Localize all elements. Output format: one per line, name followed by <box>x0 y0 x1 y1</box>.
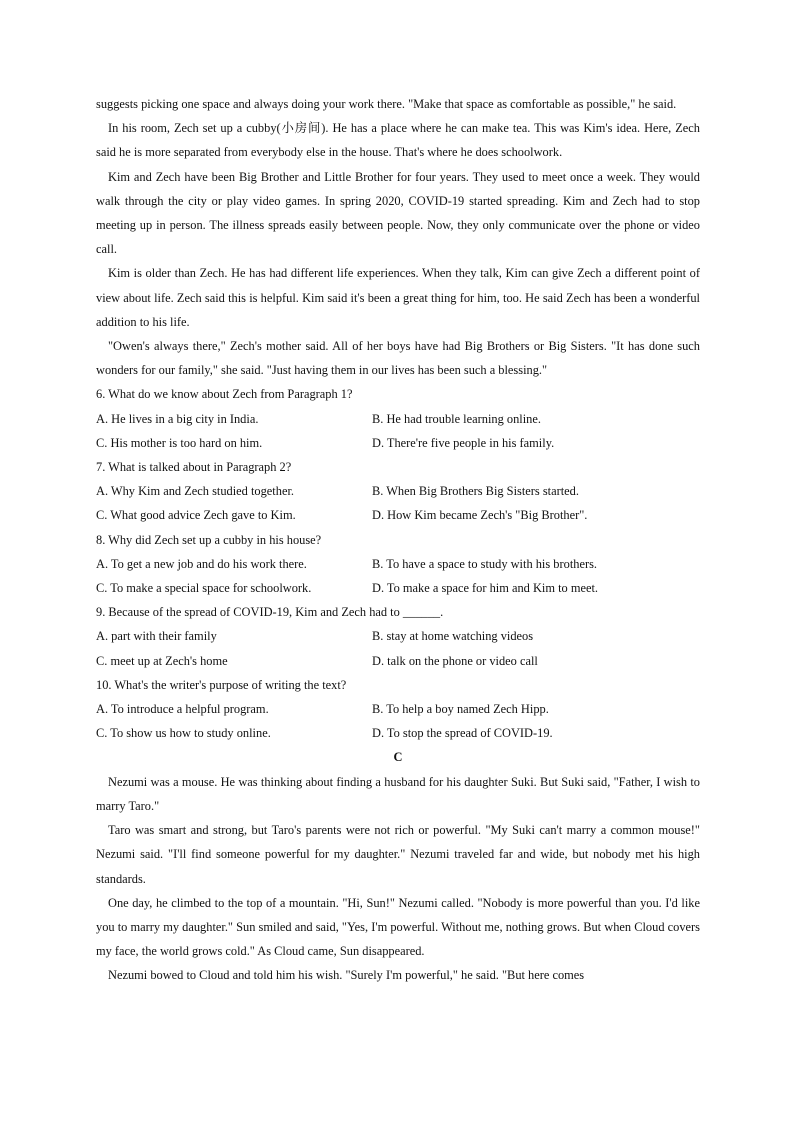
question-stem: 8. Why did Zech set up a cubby in his house? <box>96 532 322 547</box>
section-c-heading: C <box>393 750 403 765</box>
question-7 <box>96 455 700 528</box>
passage-c-paragraph: Nezumi was a mouse. He was thinking about finding a husband for his daughter Suki. But Suki said, "Father, I wish to marry Taro." <box>96 774 700 813</box>
exam-page <box>96 92 700 988</box>
question-stem: 6. What do we know about Zech from Paragraph 1? <box>96 387 353 402</box>
option-c: C. What good advice Zech gave to Kim. <box>96 508 296 523</box>
option-a: A. part with their family <box>96 629 217 644</box>
option-a: A. To introduce a helpful program. <box>96 702 269 717</box>
option-d: D. talk on the phone or video call <box>372 653 538 668</box>
passage-b-paragraph: Kim and Zech have been Big Brother and Little Brother for four years. They used to meet once a week. They would walk through the city or play video games. In spring 2020, COVID-19 started spreading. Kim and Zech had to stop meeting up in person. The illness spreads easily between people. Now, they only communicate over the phone or video call. <box>96 169 700 257</box>
passage-c-paragraph: Nezumi bowed to Cloud and told him his wish. "Surely I'm powerful," he said. "But here comes <box>108 968 585 983</box>
option-d: D. To stop the spread of COVID-19. <box>372 726 553 741</box>
passage-b-paragraph: Kim is older than Zech. He has had different life experiences. When they talk, Kim can give Zech a different point of view about life. Zech said this is helpful. Kim said it's been a great thing for him, too. He said Zech has been a wonderful addition to his life. <box>96 266 700 329</box>
passage-b-paragraph: "Owen's always there," Zech's mother said. All of her boys have had Big Brothers or Big Sisters. "It has done such wonders for our family," she said. "Just having them in our lives has been such a blessing." <box>96 339 700 378</box>
option-b: B. He had trouble learning online. <box>372 411 541 426</box>
option-b: B. stay at home watching videos <box>372 629 534 644</box>
passage-b-paragraph: In his room, Zech set up a cubby(小房间). He has a place where he can make tea. This was Kim's idea. Here, Zech said he is more separated from everybody else in the house. That's where he does schoolwork. <box>96 121 700 160</box>
question-8 <box>96 528 700 601</box>
question-stem: 10. What's the writer's purpose of writing the text? <box>96 677 347 692</box>
option-d: D. There're five people in his family. <box>372 435 555 450</box>
question-10 <box>96 673 700 746</box>
option-a: A. To get a new job and do his work there. <box>96 556 307 571</box>
option-b: B. When Big Brothers Big Sisters started. <box>372 484 579 499</box>
passage-c-paragraph: Taro was smart and strong, but Taro's parents were not rich or powerful. "My Suki can't marry a common mouse!" Nezumi said. "I'll find someone powerful for my daughter." Nezumi traveled far and wide, but nobody met his high standards. <box>96 823 700 886</box>
option-a: A. Why Kim and Zech studied together. <box>96 484 294 499</box>
option-b: B. To help a boy named Zech Hipp. <box>372 702 549 717</box>
question-stem: 9. Because of the spread of COVID-19, Kim and Zech had to ______. <box>96 605 444 620</box>
option-c: C. His mother is too hard on him. <box>96 435 263 450</box>
option-a: A. He lives in a big city in India. <box>96 411 259 426</box>
option-c: C. To show us how to study online. <box>96 726 271 741</box>
question-stem: 7. What is talked about in Paragraph 2? <box>96 460 292 475</box>
option-d: D. To make a space for him and Kim to meet. <box>372 581 599 596</box>
option-c: C. To make a special space for schoolwork. <box>96 581 312 596</box>
passage-b-paragraph: suggests picking one space and always doing your work there. "Make that space as comfortable as possible," he said. <box>96 97 677 111</box>
passage-c-paragraph: One day, he climbed to the top of a mountain. "Hi, Sun!" Nezumi called. "Nobody is more powerful than you. I'd like you to marry my daughter." Sun smiled and said, "Yes, I'm powerful. Without me, nothing grows. But when Cloud covers my face, the world grows cold." As Cloud came, Sun disappeared. <box>96 895 700 959</box>
option-c: C. meet up at Zech's home <box>96 653 228 668</box>
question-9 <box>96 600 700 673</box>
question-6 <box>96 382 700 455</box>
option-d: D. How Kim became Zech's "Big Brother". <box>372 508 588 523</box>
option-b: B. To have a space to study with his brothers. <box>372 556 597 571</box>
